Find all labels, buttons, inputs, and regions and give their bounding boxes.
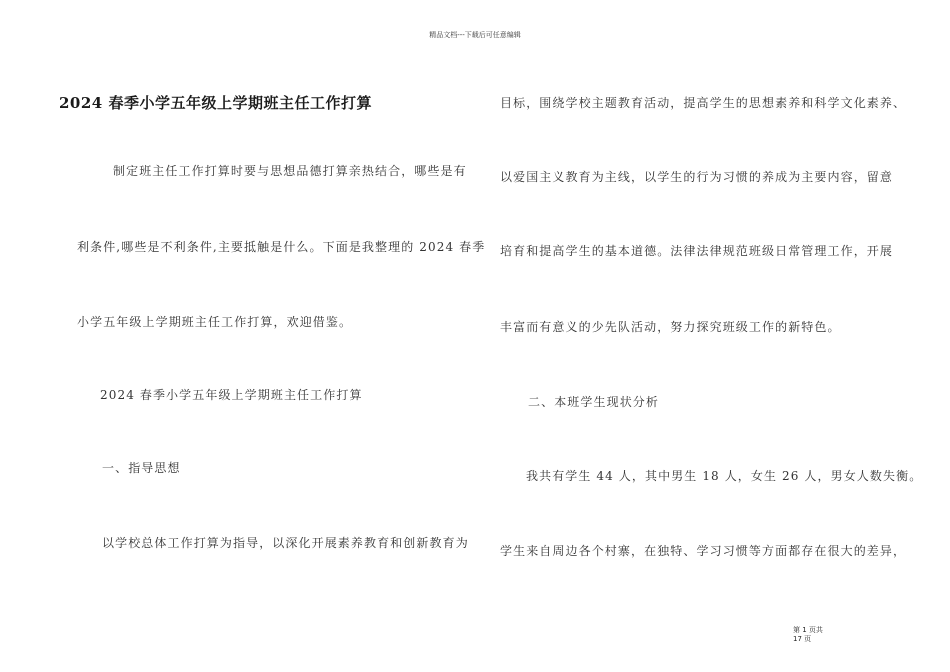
paragraph-line: 小学五年级上学期班主任工作打算，欢迎借鉴。	[77, 315, 353, 329]
page-header: 精品文档---下载后可任意编辑	[429, 31, 521, 39]
page-number: 第 1 页共 17 页	[793, 626, 823, 643]
paragraph-line: 制定班主任工作打算时要与思想品德打算亲热结合，哪些是有	[113, 164, 467, 178]
paragraph-line: 目标，围绕学校主题教育活动，提高学生的思想素养和科学文化素养、	[500, 96, 907, 110]
paragraph-line: 我共有学生 44 人，其中男生 18 人，女生 26 人，男女人数失衡。	[526, 469, 923, 483]
paragraph-line: 丰富而有意义的少先队活动，努力探究班级工作的新特色。	[500, 320, 841, 334]
paragraph-line: 以学校总体工作打算为指导，以深化开展素养教育和创新教育为	[102, 536, 469, 550]
document-title: 2024 春季小学五年级上学期班主任工作打算	[59, 94, 372, 112]
paragraph-line: 利条件,哪些是不利条件,主要抵触是什么。下面是我整理的 2024 春季	[77, 240, 486, 254]
paragraph-line: 培育和提高学生的基本道德。法律法律规范班级日常管理工作，开展	[500, 244, 894, 258]
section-subtitle: 2024 春季小学五年级上学期班主任工作打算	[100, 388, 363, 402]
paragraph-line: 以爱国主义教育为主线，以学生的行为习惯的养成为主要内容，留意	[500, 170, 894, 184]
section-heading: 二、本班学生现状分析	[528, 395, 660, 409]
paragraph-line: 学生来自周边各个村寨，在独特、学习习惯等方面都存在很大的差异，	[500, 544, 907, 558]
section-heading: 一、指导思想	[102, 461, 181, 475]
